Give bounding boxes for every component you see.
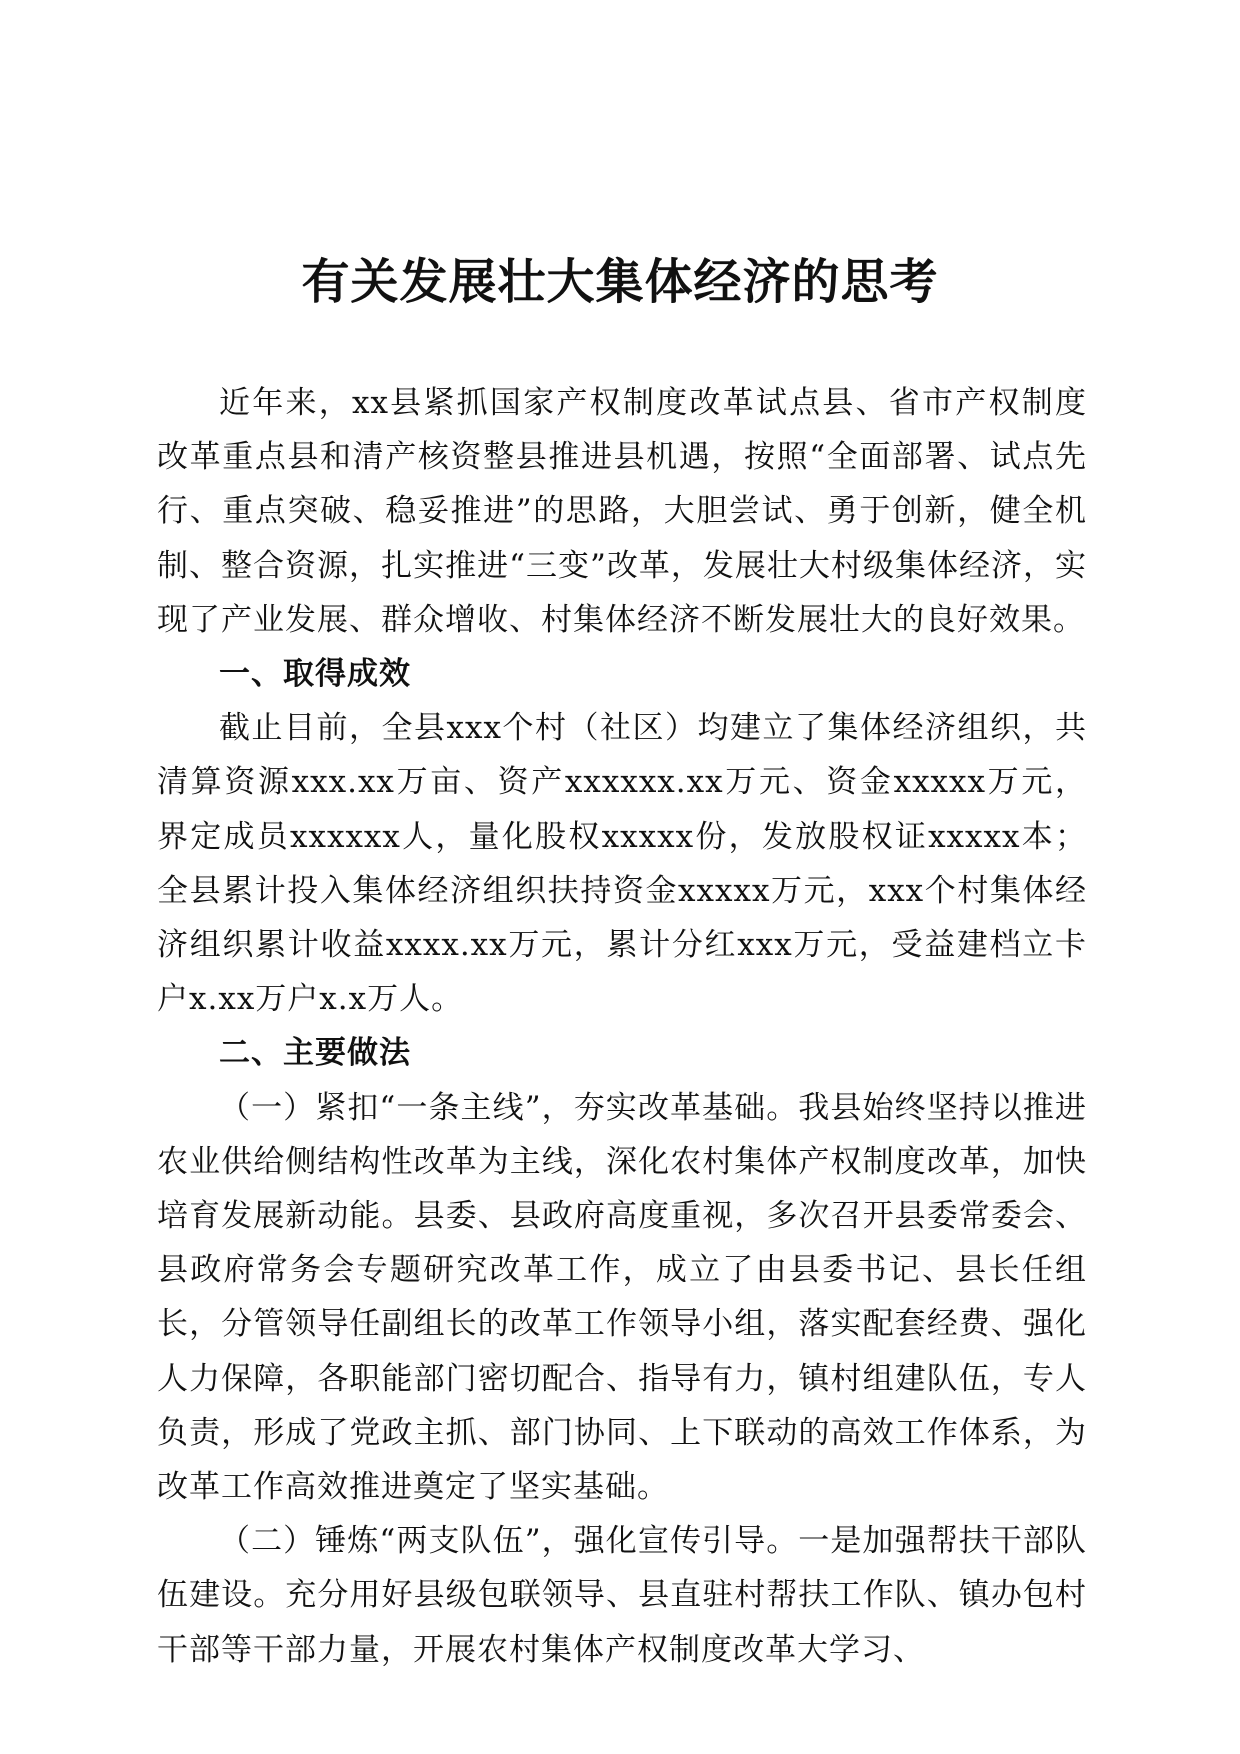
document-title: 有关发展壮大集体经济的思考 xyxy=(301,254,939,310)
methods-paragraph-2: （二）锤炼“两支队伍”，强化宣传引导。一是加强帮扶干部队伍建设。充分用好县级包联领导、县直驻村帮扶工作队、镇办包村干部等干部力量，开展农村集体产权制度改革大学习、 xyxy=(157,1523,1087,1668)
intro-paragraph: 近年来，xx县紧抓国家产权制度改革试点县、省市产权制度改革重点县和清产核资整县推进县机遇，按照“全面部署、试点先行、重点突破、稳妥推进”的思路，大胆尝试、勇于创新，健全机制、整合资源，扎实推进“三变”改革，发展壮大村级集体经济，实现了产业发展、群众增收、村集体经济不断发展壮大的良好效果。 xyxy=(157,385,1087,638)
document-body xyxy=(157,376,1087,1677)
section-heading-results: 一、取得成效 xyxy=(219,656,411,693)
methods-paragraph-1: （一）紧扣“一条主线”，夯实改革基础。我县始终坚持以推进农业供给侧结构性改革为主线，深化农村集体产权制度改革，加快培育发展新动能。县委、县政府高度重视，多次召开县委常委会、县政府常务会专题研究改革工作，成立了由县委书记、县长任组长，分管领导任副组长的改革工作领导小组，落实配套经费、强化人力保障，各职能部门密切配合、指导有力，镇村组建队伍，专人负责，形成了党政主抓、部门协同、上下联动的高效工作体系，为改革工作高效推进奠定了坚实基础。 xyxy=(157,1089,1087,1506)
results-paragraph: 截止目前，全县xxx个村（社区）均建立了集体经济组织，共清算资源xxx.xx万亩、资产xxxxxx.xx万元、资金xxxxx万元，界定成员xxxxxx人，量化股权xxxxx份，发放股权证xxxxx本；全县累计投入集体经济组织扶持资金xxxxx万元，xxx个村集体经济组织累计收益xxxx.xx万元，累计分红xxx万元，受益建档立卡户x.xx万户x.x万人。 xyxy=(157,710,1087,1018)
section-heading-methods: 二、主要做法 xyxy=(219,1035,411,1072)
